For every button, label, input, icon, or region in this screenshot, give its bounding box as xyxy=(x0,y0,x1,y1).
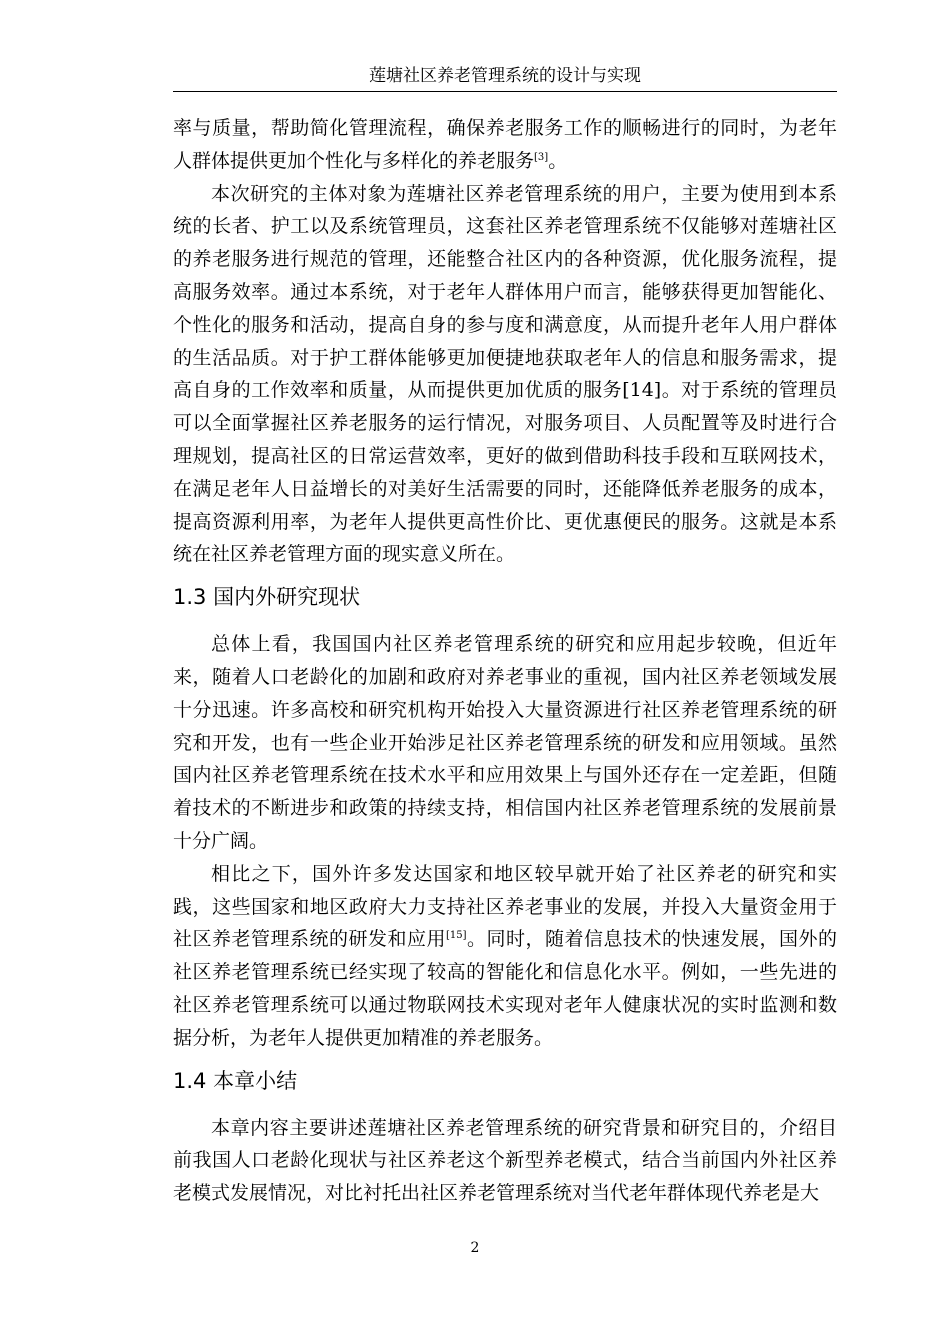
paragraph-tail: 。同时，随着信息技术的快速发展，国外的社区养老管理系统已经实现了较高的智能化和信息化水平。例如，一些先进的社区养老管理系统可以通过物联网技术实现对老年人健康状况的实时监测和数据分析，为老年人提供更加精准的养老服务。 xyxy=(173,928,837,1049)
running-header: 莲塘社区养老管理系统的设计与实现 xyxy=(173,63,837,92)
paragraph-research-subject: 本次研究的主体对象为莲塘社区养老管理系统的用户，主要为使用到本系统的长者、护工以及系统管理员，这套社区养老管理系统不仅能够对莲塘社区的养老服务进行规范的管理，还能整合社区内的各种资源，优化服务流程，提高服务效率。通过本系统，对于老年人群体用户而言，能够获得更加智能化、个性化的服务和活动，提高自身的参与度和满意度，从而提升老年人用户群体的生活品质。对于护工群体能够更加便捷地获取老年人的信息和服务需求，提高自身的工作效率和质量，从而提供更加优质的服务[14]。对于系统的管理员可以全面掌握社区养老服务的运行情况，对服务项目、人员配置等及时进行合理规划，提高社区的日常运营效率，更好的做到借助科技手段和互联网技术，在满足老年人日益增长的对美好生活需要的同时，还能降低养老服务的成本，提高资源利用率，为老年人提供更高性价比、更优惠便民的服务。这就是本系统在社区养老管理方面的现实意义所在。 xyxy=(173,182,837,566)
paragraph-continued xyxy=(173,112,837,178)
paragraph-tail: 。 xyxy=(548,149,568,172)
body-content xyxy=(173,112,837,1210)
section-heading-1-3: 1.3 国内外研究现状 xyxy=(173,585,361,610)
paragraph-text: 率与质量，帮助简化管理流程，确保养老服务工作的顺畅进行的同时，为老年人群体提供更加个性化与多样化的养老服务 xyxy=(173,117,837,172)
paragraph-text: 相比之下，国外许多发达国家和地区较早就开始了社区养老的研究和实践，这些国家和地区政府大力支持社区养老事业的发展，并投入大量资金用于社区养老管理系统的研发和应用 xyxy=(173,862,837,951)
citation-ref: [15] xyxy=(445,930,467,942)
paragraph-domestic-status: 总体上看，我国国内社区养老管理系统的研究和应用起步较晚，但近年来，随着人口老龄化的加剧和政府对养老事业的重视，国内社区养老领域发展十分迅速。许多高校和研究机构开始投入大量资源进行社区养老管理系统的研究和开发，也有一些企业开始涉足社区养老管理系统的研发和应用领域。虽然国内社区养老管理系统在技术水平和应用效果上与国外还存在一定差距，但随着技术的不断进步和政策的持续支持，相信国内社区养老管理系统的发展前景十分广阔。 xyxy=(173,633,837,852)
paragraph-chapter-summary: 本章内容主要讲述莲塘社区养老管理系统的研究背景和研究目的，介绍目前我国人口老龄化现状与社区养老这个新型养老模式，结合当前国内外社区养老模式发展情况，对比衬托出社区养老管理系统对当代老年群体现代养老是大 xyxy=(173,1116,837,1205)
paragraph-foreign-status xyxy=(173,858,837,1055)
citation-ref: [3] xyxy=(534,151,549,163)
section-heading-1-4: 1.4 本章小结 xyxy=(173,1068,298,1093)
page-number: 2 xyxy=(470,1240,480,1256)
